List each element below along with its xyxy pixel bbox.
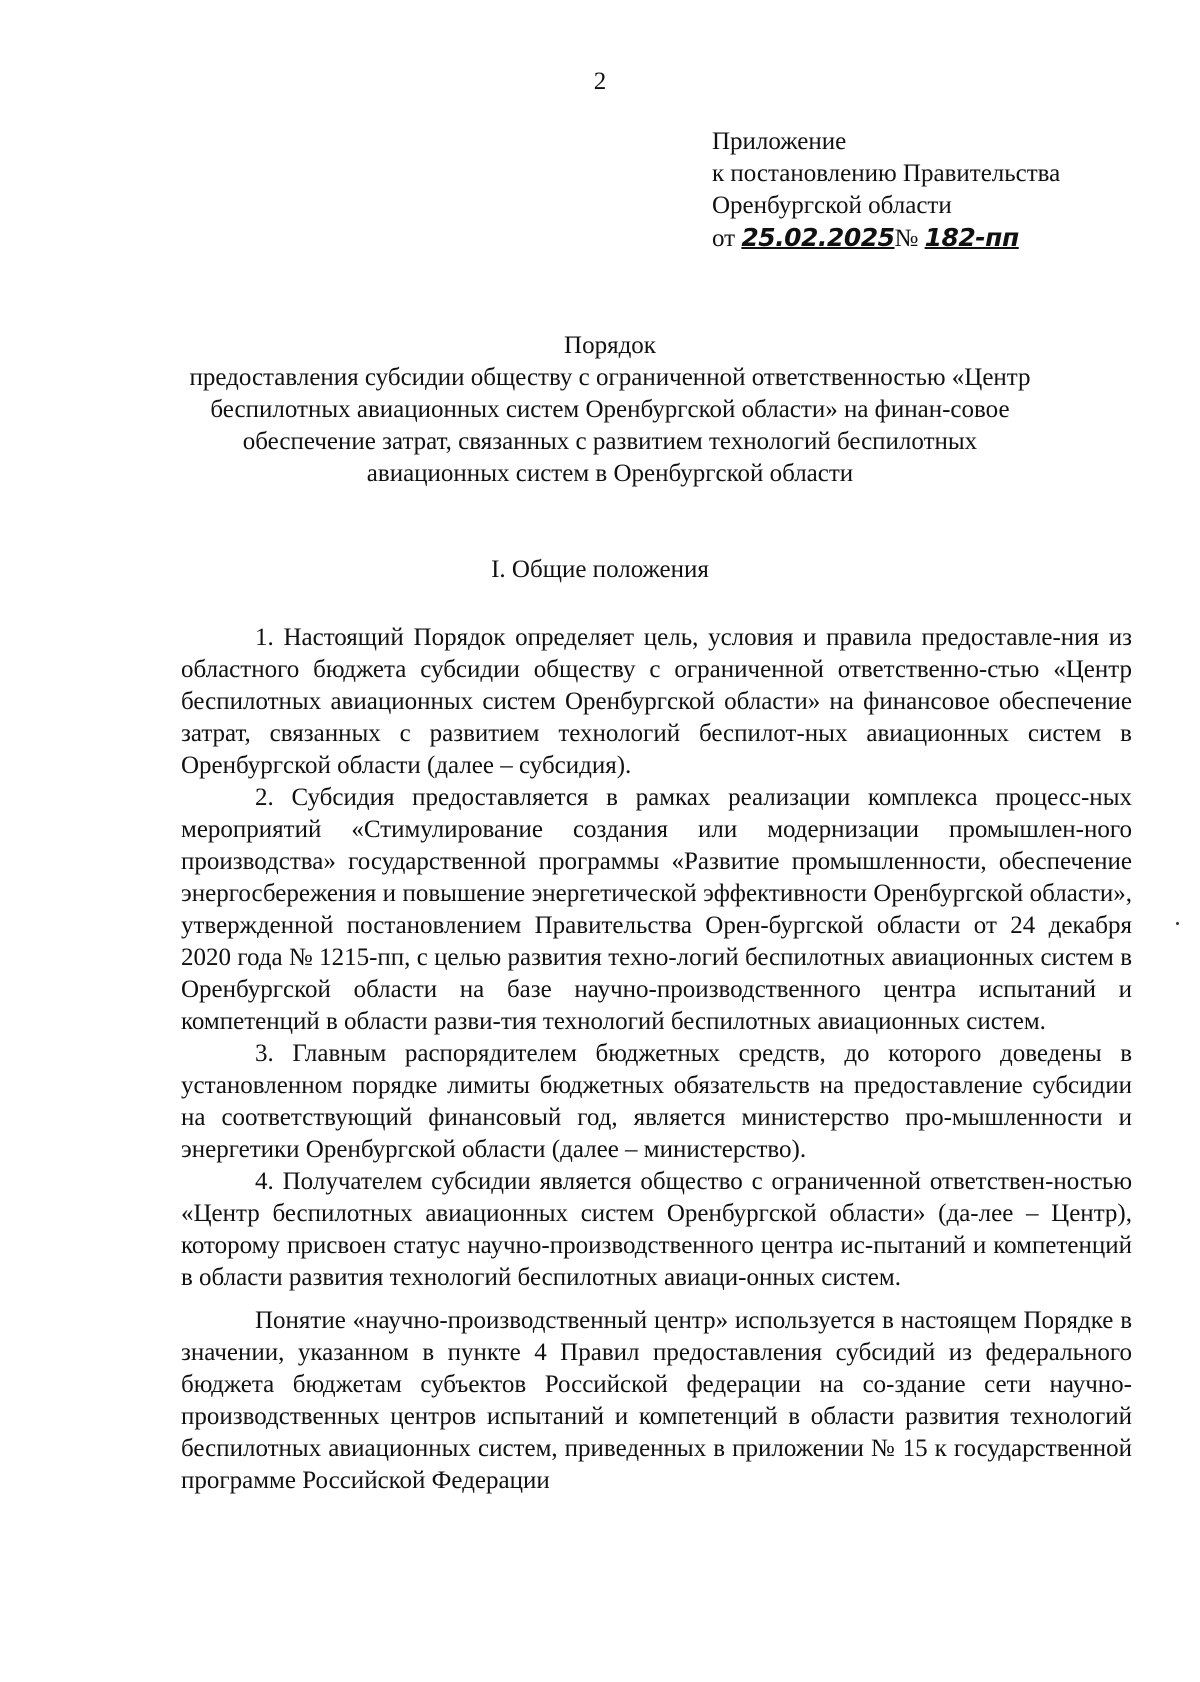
appendix-date-line — [712, 222, 1060, 255]
appendix-title: Приложение — [712, 128, 847, 155]
document-title: Порядок — [564, 332, 656, 359]
handwritten-number: 182-пп — [924, 223, 1019, 252]
number-sign: № — [894, 225, 919, 252]
appendix-resolution-line: к постановлению Правительства — [712, 160, 1061, 187]
body-text — [181, 622, 1132, 1497]
paragraph-2: 2. Субсидия предоставляется в рамках реализации комплекса процесс-ных мероприятий «Стимулирование создания или модернизации промышлен-ного производства» государственной программы «Развитие промышленности, обеспечение энергосбережения и повышение энергетической эффективности Оренбургской области», утвержденной постановлением Правительства Орен-бургской области от 24 декабря 2020 года № 1215-пп, с целью развития техно-логий беспилотных авиационных систем в Оренбургской области на базе научно-производственного центра испытаний и компетенций в области разви-тия технологий беспилотных авиационных систем. — [181, 784, 1132, 1035]
appendix-block — [712, 126, 1060, 255]
document-title-block — [180, 330, 1040, 490]
paragraph-5: Понятие «научно-производственный центр» используется в настоящем Порядке в значении, указанном в пункте 4 Правил предоставления субсидий из федерального бюджета бюджетам субъектов Российской федерации на со-здание сети научно-производственных центров испытаний и компетенций в области развития технологий беспилотных авиационных систем, приведенных в приложении № 15 к государственной программе Российской Федерации — [181, 1307, 1132, 1494]
appendix-region-line: Оренбургской области — [712, 192, 952, 219]
paragraph-3: 3. Главным распорядителем бюджетных средств, до которого доведены в установленном порядке лимиты бюджетных обязательств на предоставление субсидии на соответствующий финансовый год, является министерство про-мышленности и энергетики Оренбургской области (далее – министерство). — [181, 1040, 1132, 1163]
page-number: 2 — [593, 68, 607, 95]
handwritten-date: 25.02.2025 — [741, 223, 895, 252]
document-subtitle: предоставления субсидии обществу с ограниченной ответственностью «Центр беспилотных авиационных систем Оренбургской области» на финан-совое обеспечение затрат, связанных с развитием технологий беспилотных авиационных систем в Оренбургской области — [189, 364, 1031, 487]
paragraph-1: 1. Настоящий Порядок определяет цель, условия и правила предоставле-ния из областного бюджета субсидии обществу с ограниченной ответственно-стью «Центр беспилотных авиационных систем Оренбургской области» на финансовое обеспечение затрат, связанных с развитием технологий беспилот-ных авиационных систем в Оренбургской области (далее – субсидия). — [181, 624, 1132, 779]
paragraph-4: 4. Получателем субсидии является общество с ограниченной ответствен-ностью «Центр беспилотных авиационных систем Оренбургской области» (да-лее – Центр), которому присвоен статус научно-производственного центра ис-пытаний и компетенций в области развития технологий беспилотных авиаци-онных систем. — [181, 1168, 1132, 1291]
scan-speck — [1176, 922, 1179, 925]
section-heading: I. Общие положения — [491, 556, 709, 583]
date-prefix: от — [712, 225, 736, 252]
